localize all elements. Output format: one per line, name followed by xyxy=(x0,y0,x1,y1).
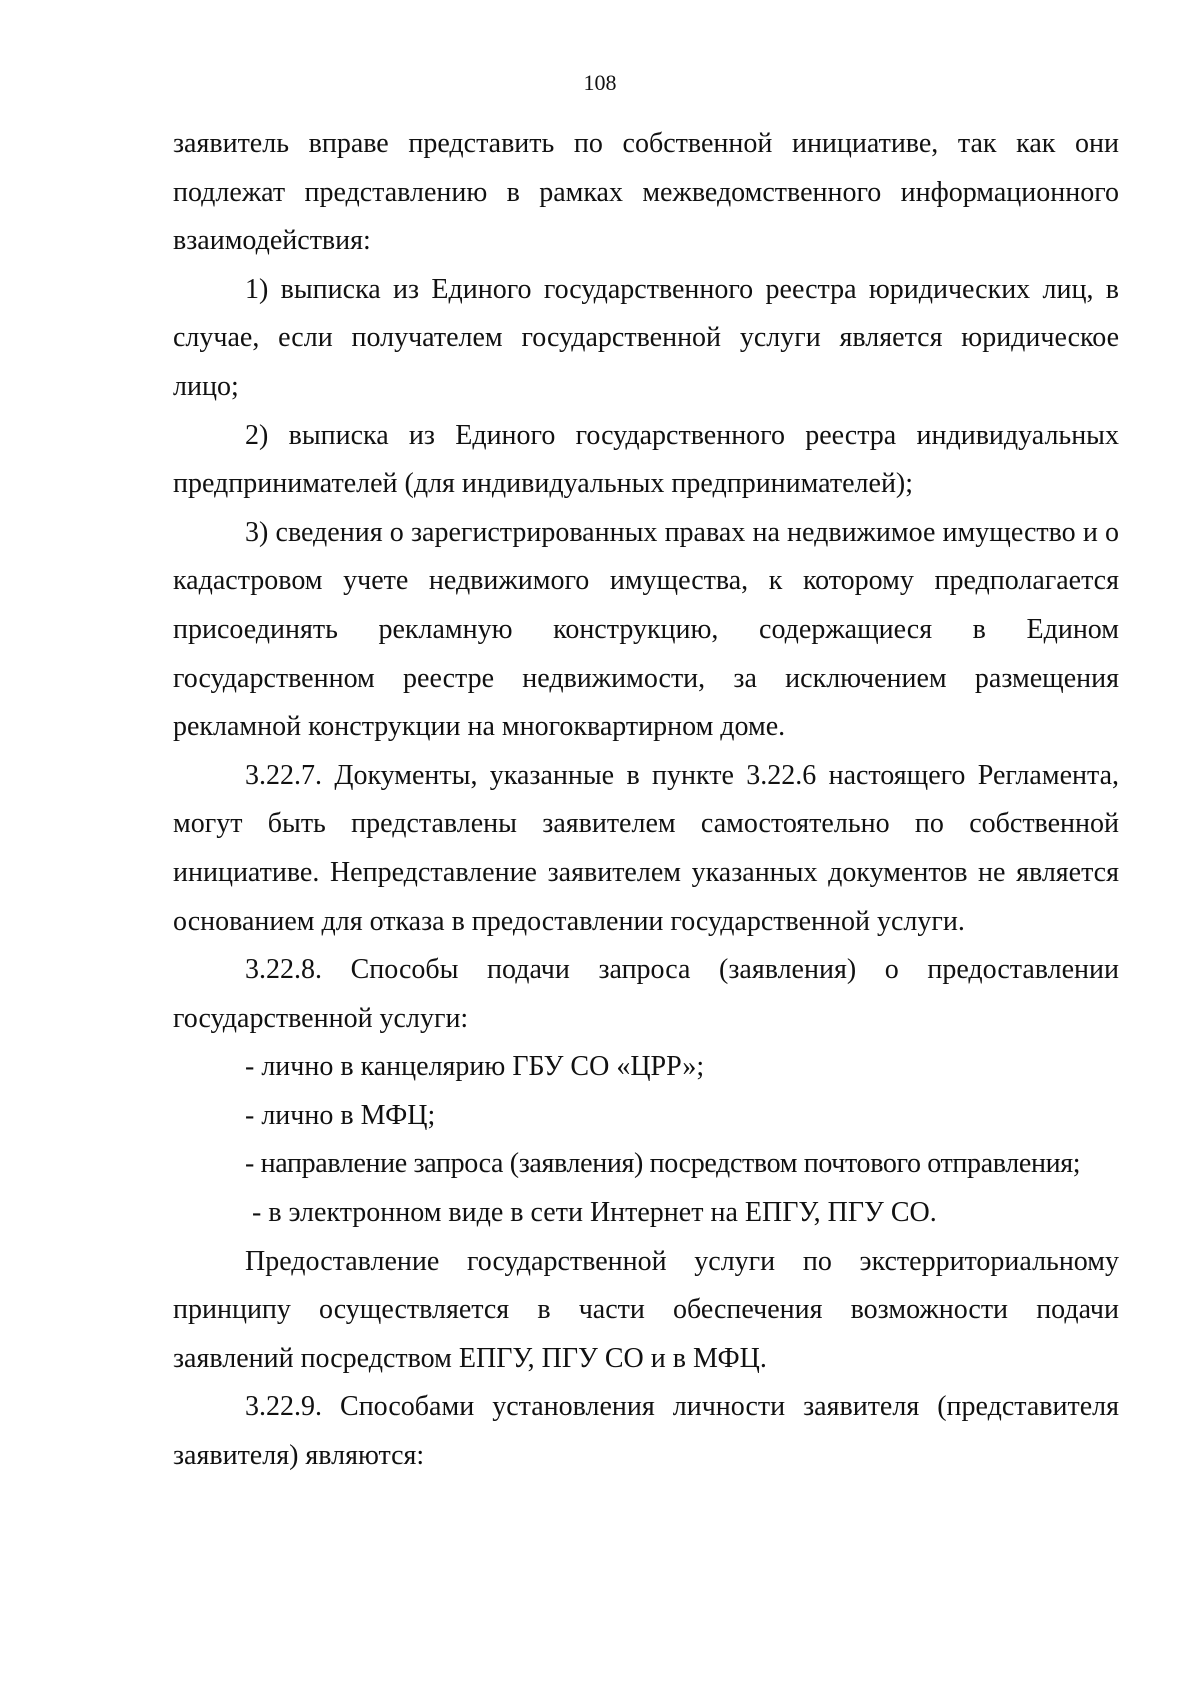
submission-method-online: - в электронном виде в сети Интернет на ЕПГУ, ПГУ СО. xyxy=(252,1197,937,1229)
paragraph-continuation: заявитель вправе представить по собственной инициативе, так как они подлежат представлению в рамках межведомственного информационного взаимодействия: xyxy=(173,128,1119,257)
list-item-2: 2) выписка из Единого государственного реестра индивидуальных предпринимателей (для индивидуальных предпринимателей); xyxy=(173,419,1119,500)
paragraph-extraterritorial: Предоставление государственной услуги по экстерриториальному принципу осуществляется в части обеспечения возможности подачи заявлений посредством ЕПГУ, ПГУ СО и в МФЦ. xyxy=(173,1245,1119,1374)
paragraph-3-22-8: 3.22.8. Способы подачи запроса (заявления) о предоставлении государственной услуги: xyxy=(173,954,1119,1034)
paragraph-3-22-7: 3.22.7. Документы, указанные в пункте 3.22.6 настоящего Регламента, могут быть представлены заявителем самостоятельно по собственной инициативе. Непредставление заявителем указанных документов не является основанием для отказа в предоставлении государственной услуги. xyxy=(173,759,1119,937)
list-item-1: 1) выписка из Единого государственного реестра юридических лиц, в случае, если получателем государственной услуги является юридическое лицо; xyxy=(173,273,1119,402)
submission-method-office: - лично в канцелярию ГБУ СО «ЦРР»; xyxy=(245,1051,705,1083)
submission-method-mfc: - лично в МФЦ; xyxy=(245,1099,436,1131)
paragraph-3-22-9: 3.22.9. Способами установления личности заявителя (представителя заявителя) являются: xyxy=(173,1391,1119,1472)
document-body xyxy=(173,120,1119,1481)
list-item-3: 3) сведения о зарегистрированных правах на недвижимое имущество и о кадастровом учете недвижимого имущества, к которому предполагается присоединять рекламную конструкцию, содержащиеся в Едином государственном реестре недвижимости, за исключением размещения рекламной конструкции на многоквартирном доме. xyxy=(173,516,1119,743)
submission-method-post: - направление запроса (заявления) посредством почтового отправления; xyxy=(245,1148,1081,1180)
page-number: 108 xyxy=(583,70,617,95)
